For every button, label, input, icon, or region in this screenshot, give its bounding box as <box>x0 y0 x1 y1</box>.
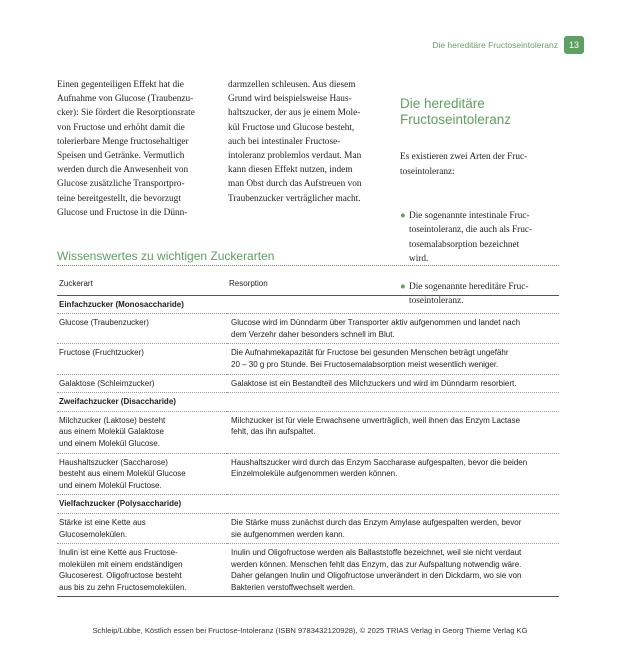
table-group-row <box>57 495 559 514</box>
table-group-row <box>57 393 559 412</box>
group-label: Vielfachzucker (Polysaccharide) <box>57 495 227 514</box>
title-divider <box>57 265 559 266</box>
group-label: Zweifachzucker (Disaccharide) <box>57 393 227 412</box>
bullet-text: Die sogenannte intestinale Fruc- toseintoleranz, die auch als Fruc- tosemalabsorption bezeichnet wird. <box>409 211 533 264</box>
resorption-cell: Haushaltszucker wird durch das Enzym Saccharase aufgespalten, bevor die beiden Einzelmoleküle aufgenommen werden können. <box>227 453 559 495</box>
running-head: Die hereditäre Fructoseintoleranz <box>432 40 558 50</box>
resorption-cell: Galaktose ist ein Bestandteil des Milchzuckers und wird im Dünndarm resorbiert. <box>227 374 559 393</box>
group-empty-cell <box>227 393 559 412</box>
table-header-row <box>57 274 559 295</box>
bullet-icon: ● <box>400 211 406 222</box>
resorption-cell: Die Aufnahmekapazität für Fructose bei gesunden Menschen beträgt ungefähr 20 – 30 g pro Stunde. Bei Fructosemalabsorption meist wesentlich weniger. <box>227 344 559 374</box>
resorption-cell: Die Stärke muss zunächst durch das Enzym Amylase aufgespalten werden, bevor sie aufgenommen werden kann. <box>227 513 559 543</box>
sidebar-title: Die hereditäre Fructoseintoleranz <box>400 96 512 128</box>
table-row <box>57 544 559 597</box>
resorption-cell: Milchzucker ist für viele Erwachsene unverträglich, weil ihnen das Enzym Lactase fehlt, das ihn aufspaltet. <box>227 411 559 453</box>
table-row <box>57 344 559 374</box>
sugar-name-cell: Glucose (Traubenzucker) <box>57 314 227 344</box>
sidebar-intro: Es existieren zwei Arten der Fruc- toseintoleranz: <box>400 152 528 177</box>
sugar-name-cell: Fructose (Fruchtzucker) <box>57 344 227 374</box>
resorption-cell: Inulin und Oligofructose werden als Ballaststoffe bezeichnet, weil sie nicht verdaut werden können. Menschen fehlt das Enzym, das zur Aufspaltung notwendig wäre. Daher gelangen Inulin und Oligofructose unverändert in den Dickdarm, wo sie von Bakterien verstoffwechselt werden. <box>227 544 559 597</box>
sugar-name-cell: Inulin ist eine Kette aus Fructose- molekülen mit einem endständigen Glucoserest. Oligofructose besteht aus bis zu zehn Fructosemolekülen. <box>57 544 227 597</box>
table-group-row <box>57 295 559 314</box>
table-row <box>57 513 559 543</box>
body-text-column-2: darmzellen schleusen. Aus diesem Grund wird beispielsweise Haus- haltszucker, der aus je einem Mole- kül Fructose und Glucose besteht, auch bei intestinaler Fructose- intoleranz problemlos verdaut. Man kann diesen Effekt nutzen, indem man Obst durch das Aufstreuen von Traubenzucker verträglicher macht. <box>228 80 362 204</box>
table-row <box>57 411 559 453</box>
sugar-table <box>57 274 559 597</box>
group-label: Einfachzucker (Monosaccharide) <box>57 295 227 314</box>
table-row <box>57 453 559 495</box>
column-header-sugar: Zuckerart <box>57 274 227 295</box>
bullet-icon: ● <box>400 282 406 293</box>
sugar-name-cell: Galaktose (Schleimzucker) <box>57 374 227 393</box>
column-header-resorption: Resorption <box>227 274 559 295</box>
group-empty-cell <box>227 495 559 514</box>
table-title: Wissenswertes zu wichtigen Zuckerarten <box>57 249 275 263</box>
sugar-name-cell: Haushaltszucker (Saccharose) besteht aus einem Molekül Glucose und einem Molekül Fructose. <box>57 453 227 495</box>
copyright-footer: Schleip/Lübbe, Köstlich essen bei Fructose-Intoleranz (ISBN 9783432120928), © 2025 TRIAS Verlag in Georg Thieme Verlag KG <box>92 626 528 635</box>
group-empty-cell <box>227 295 559 314</box>
table-row <box>57 374 559 393</box>
body-text-column-1: Einen gegenteiligen Effekt hat die Aufnahme von Glucose (Traubenzu- cker): Sie fördert die Resorptionsrate von Fructose und erhöht damit die tolerierbare Menge fructosehaltiger Speisen und Getränke. Vermutlich werden durch die Anwesenheit von Glucose zusätzliche Transportpro- teine bereitgestellt, die bevorzugt Glucose und Fructose in die Dünn- <box>57 80 195 218</box>
sugar-name-cell: Milchzucker (Laktose) besteht aus einem Molekül Galaktose und einem Molekül Glucose. <box>57 411 227 453</box>
bullet-text: Die sogenannte hereditäre Fruc- toseintoleranz. <box>409 282 529 307</box>
bullet-item <box>400 209 550 266</box>
sugar-name-cell: Stärke ist eine Kette aus Glucosemolekülen. <box>57 513 227 543</box>
page-number: 13 <box>564 36 584 54</box>
resorption-cell: Glucose wird im Dünndarm über Transporter aktiv aufgenommen und landet nach dem Verzehr daher besonders schnell im Blut. <box>227 314 559 344</box>
table-row <box>57 314 559 344</box>
